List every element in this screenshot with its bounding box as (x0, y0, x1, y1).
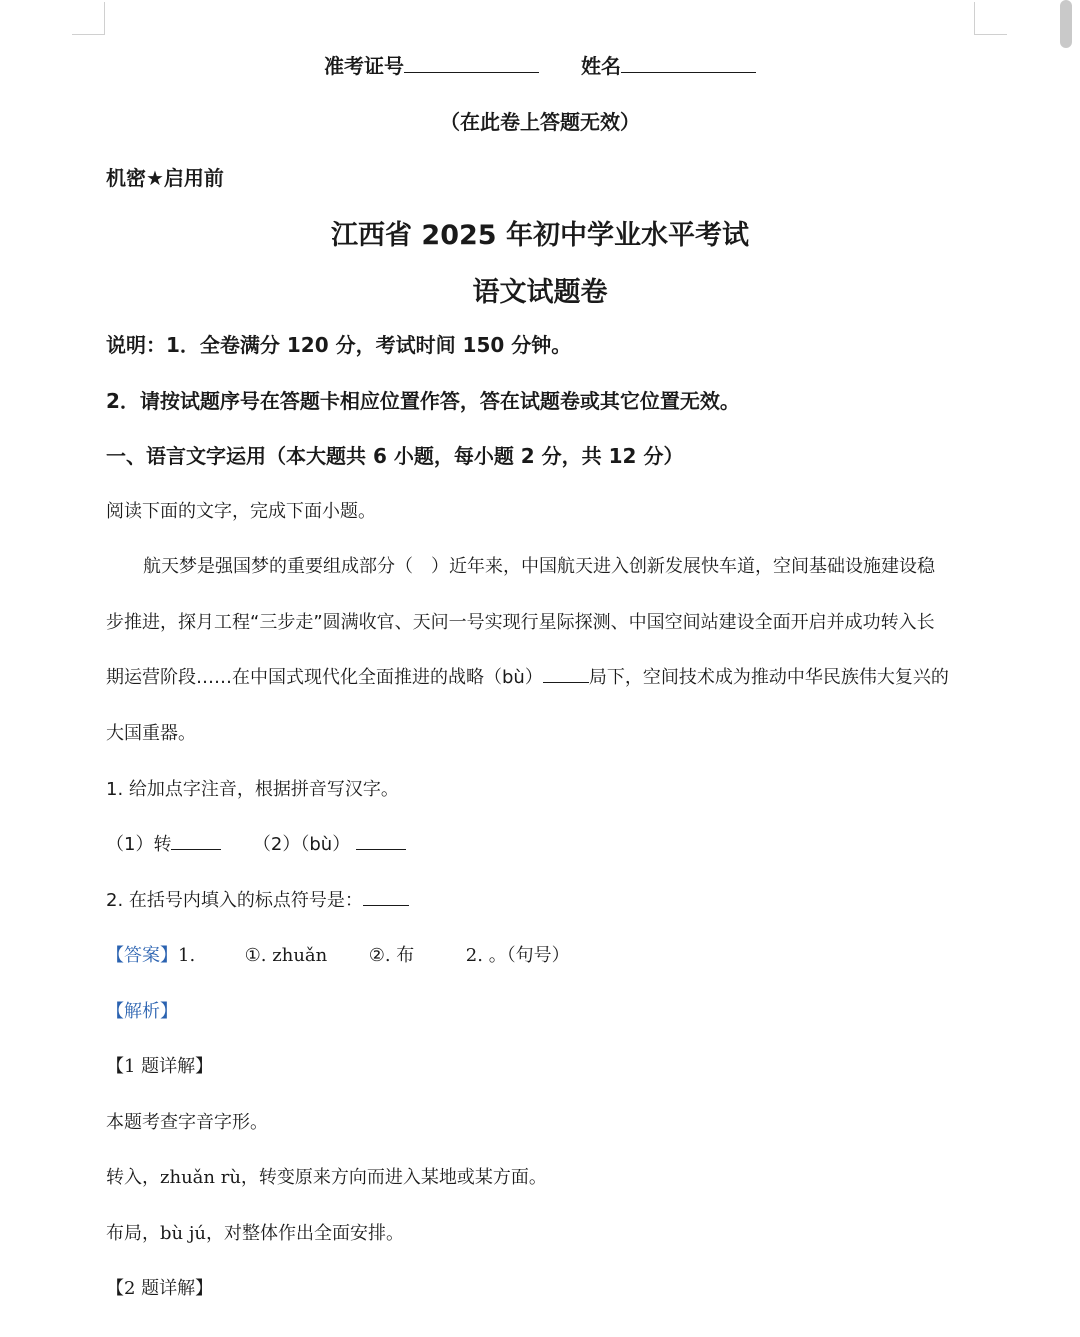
page-corner-mark (974, 2, 1007, 35)
analysis-label: 【解析】 (106, 1001, 178, 1022)
q1-detail-heading: 【1 题详解】 (106, 1056, 214, 1077)
q1-detail-line-2: 转入，zhuǎn rù，转变原来方向而进入某地或某方面。 (106, 1167, 547, 1188)
passage-line-3-text: 期运营阶段……在中国式现代化全面推进的战略（bù） (106, 667, 543, 688)
answer-label: 【答案】 (106, 945, 178, 966)
q1-part-1-label: （1）转 (106, 834, 172, 855)
paper-title: 语文试题卷 (472, 277, 608, 308)
page-corner-mark (72, 2, 105, 35)
scrollbar-thumb[interactable] (1060, 0, 1072, 48)
instruction-2: 2．请按试题序号在答题卡相应位置作答，答在试题卷或其它位置无效。 (106, 389, 740, 413)
q1-part-2-label: （2）（bù） (252, 834, 351, 855)
question-1-prompt: 1. 给加点字注音，根据拼音写汉字。 (106, 779, 399, 800)
exam-number-blank (404, 54, 539, 73)
name-blank (621, 54, 756, 73)
exam-number-label: 准考证号 (324, 54, 405, 78)
question-2-blank (363, 891, 409, 906)
passage-line-3-rest: 局下，空间技术成为推动中华民族伟大复兴的 (588, 667, 949, 688)
reading-intro: 阅读下面的文字，完成下面小题。 (106, 501, 376, 522)
instruction-1: 说明：1．全卷满分 120 分，考试时间 150 分钟。 (106, 333, 572, 357)
q1-part-2-blank (356, 835, 406, 850)
passage-line-4: 大国重器。 (106, 723, 196, 744)
answer-2: ②. 布 (368, 945, 415, 966)
answer-3: 。（句号） (488, 945, 570, 966)
question-2 (106, 886, 409, 912)
q1-detail-line-1: 本题考查字音字形。 (106, 1112, 268, 1133)
passage-line-3 (106, 663, 949, 689)
question-2-prompt: 2. 在括号内填入的标点符号是： (106, 890, 363, 911)
confidential-mark: 机密★启用前 (106, 166, 224, 190)
q1-detail-line-3: 布局，bù jú，对整体作出全面安排。 (106, 1223, 405, 1244)
question-1-parts (106, 830, 406, 856)
passage-line-1: 航天梦是强国梦的重要组成部分（ ）近年来，中国航天进入创新发展快车道，空间基础设施建设稳 (143, 556, 935, 577)
section-heading: 一、语言文字运用（本大题共 6 小题，每小题 2 分，共 12 分） (106, 444, 684, 468)
answer-number-2: 2. (465, 945, 483, 966)
answer-number-1: 1. (178, 945, 196, 966)
answer-1: ①. zhuǎn (244, 945, 328, 966)
exam-title: 江西省 2025 年初中学业水平考试 (331, 220, 749, 251)
q1-part-1-blank (171, 835, 221, 850)
answer-row (106, 941, 570, 967)
candidate-info (0, 50, 1080, 79)
q2-detail-heading: 【2 题详解】 (106, 1278, 214, 1299)
passage-blank (543, 668, 589, 683)
invalid-notice: （在此卷上答题无效） (440, 110, 640, 134)
passage-line-2: 步推进，探月工程“三步走”圆满收官、天问一号实现行星际探测、中国空间站建设全面开启并成功转入长 (106, 612, 935, 633)
name-label: 姓名 (580, 54, 621, 78)
